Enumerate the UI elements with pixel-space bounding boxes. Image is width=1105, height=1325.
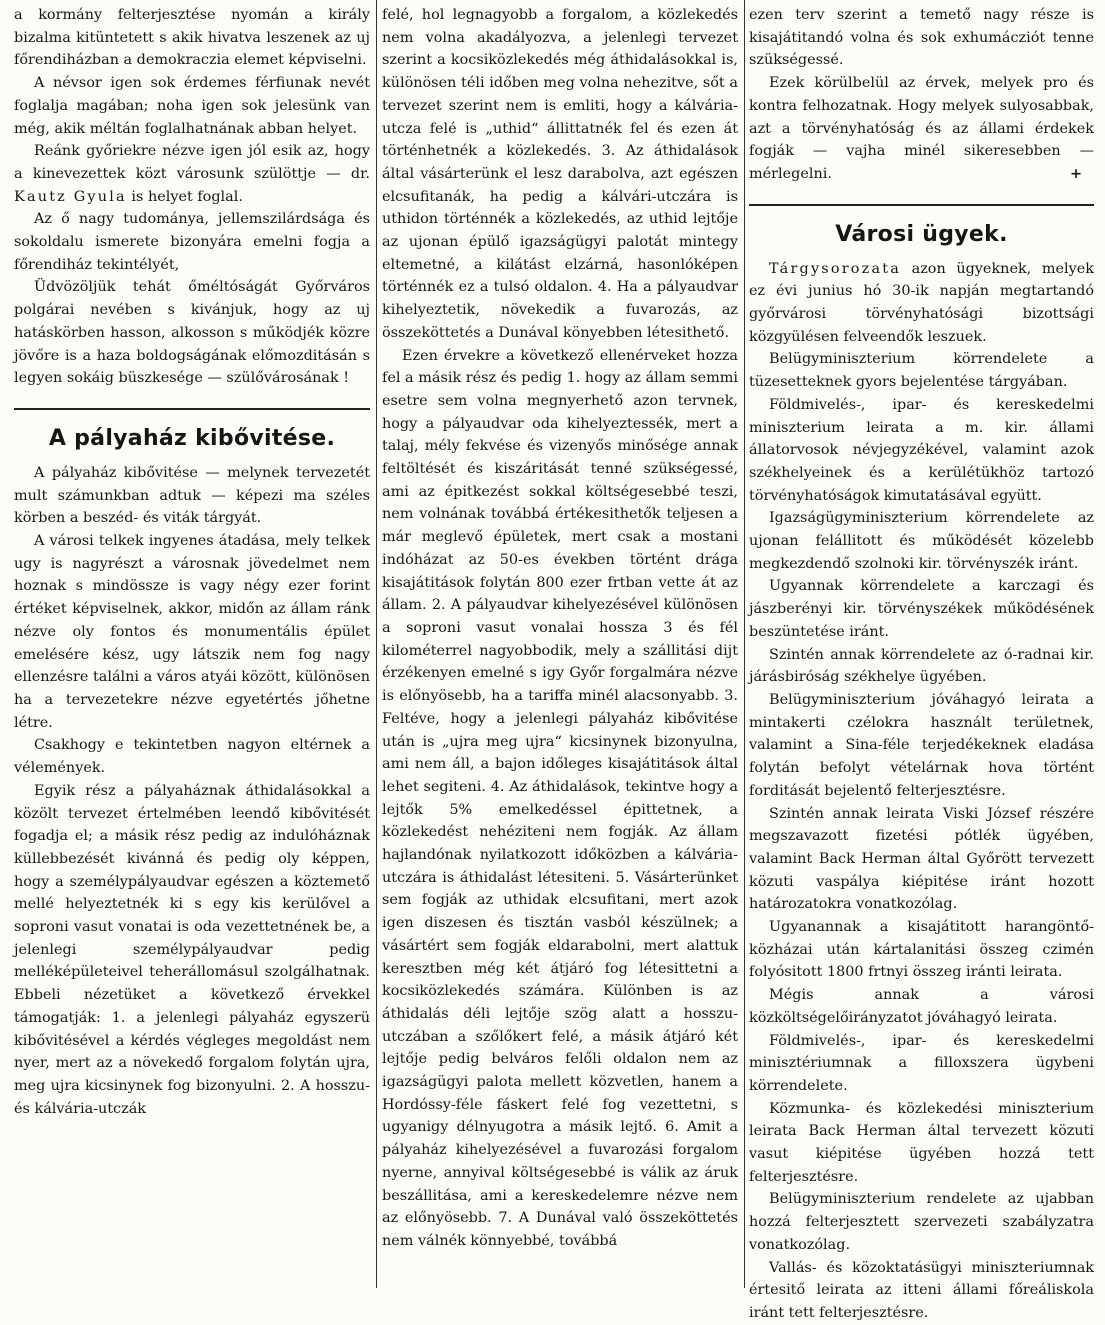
text-run: is helyet foglal. [126, 188, 243, 205]
paragraph [14, 140, 370, 208]
article-heading: A pályaház kibővitése. [48, 425, 336, 451]
paragraph: A pályaház kibővitése — melynek tervezetét mult számunkban adtuk — képezi ma széles körben a beszéd- és viták tárgyát. [14, 464, 370, 527]
agenda-item: Igazságügyminiszterium körrendelete az ujonan felállitott és működését közelebb megkezdendő szolnoki kir. törvényszék iránt. [749, 510, 1094, 572]
paragraph: A városi telkek ingyenes átadása, mely telkek ugy is nagyrészt a városnak jövedelmet nem hoznak s mindössze is vagy négy ezer forint értéket képviselnek, akkor, midőn az állam ránk nézve oly fontos és monumentális épület emelésére kész, ugy látszik nem fog nagy ellenzésre találni a város atyái között, különösen ha a tervezetekre nézve egyetértés jőhetne létre. [14, 533, 370, 731]
agenda-item: Ugyanannak a kisajátitott harangöntő-közházai után kártalanitási összeg czimén folyósitott 1800 frtnyi összeg iránti leirata. [749, 919, 1094, 981]
paragraph: Üdvözöljük tehát őméltóságát Győrváros polgárai nevében s kivánjuk, hogy az uj hatáskörben hasson, alkosson s működjék közre jövőre is a haza boldogságának előmozditásán s legyen sokáig büszkesége — szülővárosának ! [14, 279, 370, 387]
agenda-item: Belügyminiszterium rendelete az ujabban hozzá felterjesztett szervezeti szabályzatra vonatkozólag. [749, 1191, 1094, 1253]
section-divider [14, 408, 370, 410]
paragraph: felé, hol legnagyobb a forgalom, a közlekedés nem volna akadályozva, a jelenlegi tervezet szerint a kocsiközlekedés még áthidalásokkal is, különösen téli időben meg volna nehezitve, sőt a tervezet szerint nem is emliti, hogy a kálvária-utcza felé is „uthid“ állittatnék fel és ezen át történhetnék a közlekedés. 3. Az áthidalások által vásárterünk el lesz darabolva, azt egészen elcsufitanák, ha pedig a kálvári-utczára is uthidon történnék a közlekedés, az uthid lejtője az ujonan épülő igazságügyi palotát mintegy eltemetné, a kilátást elzárná, hasonlóképen történnék ez a tulsó oldalon. 4. Ha a pályaudvar kihelyeztetik, növekedik a fuvarozás, az összeköttetés a Dunával könyebben létesithető. [382, 7, 738, 341]
end-mark: + [1069, 164, 1082, 182]
text-run: Tárgysorozata [769, 260, 901, 277]
paragraph: ezen terv szerint a temető nagy része is kisajátitandó volna és sok exhumácziót tenne szükségessé. [749, 7, 1094, 69]
paragraph: a kormány felterjesztése nyomán a király bizalma kitüntetett s akik hivatva leszenek az uj főrendiházban a demokraczia elemet képviselni. [14, 7, 370, 69]
text-run: azon ügyeknek, melyek ez évi junius hó 30-ik napján megtartandó győrvárosi törvényhatósági bizottsági közgyülésen felveendők leszuek. [749, 260, 1094, 345]
paragraph [749, 258, 1094, 349]
agenda-item: Ugyannak körrendelete a karczagi és jászberényi kir. törvényszékek működésének beszüntetése iránt. [749, 578, 1094, 640]
text-run: Ezek körülbelül az érvek, melyek pro és kontra felhozatnak. Hogy melyek sulyosabbak, azt a törvényhatóság és az állami érdekek fogják — vajha minél sikeresebben — mérlegelni. [749, 75, 1094, 182]
column-rule-1 [376, 0, 377, 1288]
agenda-item: Szintén annak körrendelete az ó-radnai kir. járásbiróság székhelye ügyében. [749, 646, 1094, 686]
column-1 [14, 4, 370, 1120]
agenda-item: Földmivelés-, ipar- és kereskedelmi minisztériumnak a filloxszera ügybeni körrendelete. [749, 1032, 1094, 1094]
agenda-item: Közmunka- és közlekedési miniszterium leirata Back Herman által tervezett közuti vasut kiépitése ügyében hozzá tett felterjesztésre. [749, 1100, 1094, 1185]
paragraph: Ezen érvekre a következő ellenérveket hozza fel a másik rész és pedig 1. hogy az állam semmi esetre sem volna megnyerhető azon tervnek, hogy a pályaudvar oda kihelyeztessék, mert a talaj, mély fekvése és vizenyős minősége annak feltöltését és kiszáritását tenné szükségessé, ami az épitkezést sokkal költségesebbé teszi, nem volnának továbbá értékesithetők teljesen a már meglevő épületek, mert csak a mostani indóházat az 50-es években történt drága kisajátitások folytán 800 ezer frtban vette át az állam. 2. A pályaudvar kihelyezésével különösen a soproni vasut vonalai hossza 3 és fél kilométerrel nagyobbodik, mely a szállitási dijt érzékenyen emelné s igy Győr forgalmára nézve is előnyösebb, ha a tariffa minél alacsonyabb. 3. Feltéve, hogy a jelenlegi pályaház kibővitése után is „ujra meg ujra“ kicsinynek bizonyulna, ami nem áll, a bajon időleges kisajátitások által lehet segiteni. 4. Az áthidalások, tekintve hogy a lejtők 5% emelkedéssel épittetnek, a közlekedést nehéziteni nem fogják. Az állam hajlandónak nyilatkozott időközben a kálvária-utczára is áthidalást létesiteni. 5. Vásárterünket sem fogják az uthidak elcsufitani, mert azok igen diszesen és tisztán vasból készülnek; a vásártért sem fogják eldarabolni, mert alattuk keresztben még két átjáró fog létesittetni a kocsiközlekedés számára. Különben is az áthidalás déli lejtője szög alatt a hosszu-utczában a szőlőkert felé, a másik átjáró két lejtője pedig belváros felőli oldalon nem az igazságügyi palota mellett közvetlen, hanem a Hordóssy-féle fáskert felé fog vezettetni, s ugyanigy délnyugotra a másik lejtő. 6. Amit a pályaház kihelyezésével a fuvarozási forgalom nyerne, annyival költségesebbé is válik az áruk beszállitása, ami a kereskedelemre nézve nem az előnyösebb. 7. A Dunával való összeköttetés nem válnék könnyebbé, továbbá [382, 347, 738, 1249]
column-rule-2 [744, 0, 745, 1288]
column-2 [382, 4, 738, 1253]
agenda-item: Földmivelés-, ipar- és kereskedelmi miniszterium leirata a m. kir. állami állatorvosok névjegyzékével, valamint azok székhelyeinek és a kerülétükhöz tartozó törvényhatóságok kimutatásával együtt. [749, 396, 1094, 504]
person-name: Kautz Gyula [14, 188, 127, 205]
agenda-item: Mégis annak a városi közköltségelőirányzatot jóváhagyó leirata. [749, 987, 1094, 1026]
agenda-item: Szintén annak leirata Viski József részére megszavazott fizetési pótlék ügyében, valamint Back Herman által Győrött tervezett közuti vaspálya kiépitése iránt hozott határozatokra vonatkozólag. [749, 805, 1094, 913]
agenda-item: Vallás- és közoktatásügyi miniszteriumnak értesitő leirata az itteni állami főreáliskola iránt tett felterjesztésre. [749, 1259, 1094, 1321]
paragraph: Egyik rész a pályaháznak áthidalásokkal a közölt tervezet értelmében leendő kibővitését fogadja el; a másik rész pedig az indulóháznak küllebbezését kivánná és pedig oly képpen, hogy a személypályaudvar egészen a köztemető mellé helyeztetnék ki s egy kis kerülővel a soproni vasut vonatai is oda vezettetnének be, a jelenlegi személypályaudvar pedig melléképületeivel teherállomásul szolgálhatnak. Ebbeli nézetüket a következő érvekkel támogatják: 1. a jelenlegi pályaház egyszerü kibővitésével a kérdés végleges megoldást nem nyer, mert az a növekedő forgalom folytán ujra, meg ujra kicsinynek fog bizonyulni. 2. A hosszu- és kálvária-utczák [14, 782, 370, 1117]
paragraph [749, 72, 1094, 186]
agenda-item: Belügyminiszterium jóváhagyó leirata a mintakerti czélokra használt területnek, valamint a Sina-féle terjedékeknek eladása folytán befolyt vételárnak hova történt forditását bejelentő felterjesztésre. [749, 691, 1094, 799]
paragraph: Az ő nagy tudománya, jellemszilárdsága és sokoldalu ismerete bizonyára emelni fogja a főrendiház tekintélyét, [14, 211, 370, 273]
section-heading: Városi ügyek. [835, 221, 1008, 247]
column-3 [749, 4, 1094, 1325]
section-divider [749, 204, 1094, 206]
text-run: Reánk győriekre nézve igen jól esik az, hogy a kinevezettek közt városunk szülöttje — dr. [14, 143, 370, 182]
paragraph: Csakhogy e tekintetben nagyon eltérnek a vélemények. [14, 737, 370, 777]
agenda-item: Belügyminiszterium körrendelete a tüzesetteknek gyors bejelentése tárgyában. [749, 351, 1094, 391]
paragraph: A névsor igen sok érdemes férfiunak nevét foglalja magában; noha igen sok jelesünk van még, akik méltán foglalhatnának abban helyet. [14, 75, 370, 137]
